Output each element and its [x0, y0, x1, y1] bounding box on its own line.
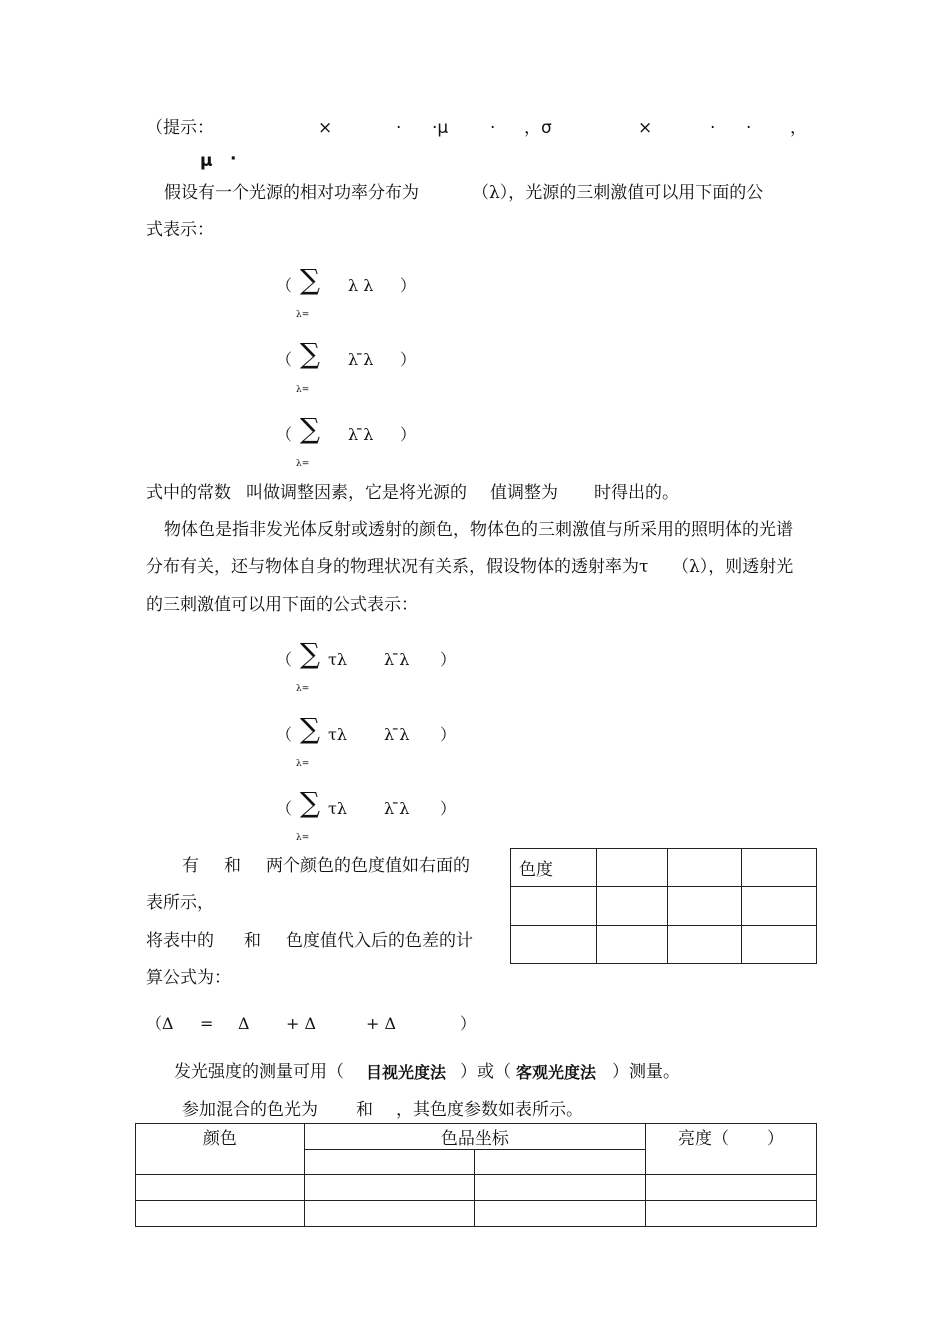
para2-line2a: 分布有关，还与物体自身的物理状况有关系，假设物体的透射率为τ — [146, 557, 649, 577]
table-cell — [304, 1175, 475, 1201]
brightness-label-close: ） — [767, 1129, 785, 1149]
formula-body: λ ̄λ — [384, 650, 410, 669]
hint-dot-1: · — [396, 118, 402, 138]
table-cell — [597, 926, 668, 964]
delta-term-3: + Δ — [366, 1014, 397, 1033]
formula-open: （ — [276, 276, 293, 295]
sigma-symbol: ∑ — [300, 412, 320, 445]
hint-dot-3: · — [710, 118, 716, 138]
hint-dot-5: · — [230, 149, 237, 169]
delta-open: （Δ — [146, 1014, 174, 1033]
formula-subscript: λ= — [296, 459, 310, 469]
constant-a: 式中的常数 — [146, 483, 231, 503]
formula-close: ） — [400, 276, 417, 295]
sigma-symbol: ∑ — [300, 786, 320, 819]
answer-visual-photometry: 目视光度法 — [366, 1063, 447, 1082]
table-cell — [741, 849, 816, 887]
table-cell — [646, 1175, 817, 1201]
table-cell — [668, 849, 741, 887]
table-cell — [475, 1175, 646, 1201]
table-cell — [597, 849, 668, 887]
chroma-line2: 表所示， — [146, 893, 214, 913]
chroma-table-header: 色度 — [511, 849, 597, 887]
table-cell — [304, 1150, 475, 1175]
chroma-table — [510, 848, 817, 964]
mix-b: 和 — [356, 1100, 373, 1120]
para1-line1a: 假设有一个光源的相对功率分布为 — [164, 183, 419, 203]
formula-body: λ ̄λ — [348, 350, 374, 369]
luminous-a: 发光强度的测量可用（ — [174, 1062, 344, 1082]
table-cell — [136, 1175, 305, 1201]
formula-open: （ — [276, 425, 293, 444]
table-cell — [475, 1150, 646, 1175]
table-cell — [741, 887, 816, 926]
table-cell — [511, 926, 597, 964]
formula-body: λ ̄λ — [384, 725, 410, 744]
hint-comma-sigma: ，σ — [524, 118, 552, 138]
formula-body: λ λ — [348, 276, 374, 295]
formula-open: （ — [276, 725, 293, 744]
formula-tau: τλ — [328, 799, 347, 818]
formula-close: ） — [400, 425, 417, 444]
para2-line2b: （λ），则透射光 — [672, 557, 794, 577]
constant-b: 叫做调整因素，它是将光源的 — [246, 483, 467, 503]
formula-open: （ — [276, 799, 293, 818]
table-cell — [136, 1201, 305, 1227]
mix-a: 参加混合的色光为 — [182, 1100, 318, 1120]
hint-open: （提示： — [146, 118, 214, 138]
hint-dot-2: · — [490, 118, 496, 138]
formula-subscript: λ= — [296, 759, 310, 769]
sigma-symbol: ∑ — [300, 263, 320, 296]
para1-line1b: （λ），光源的三刺激值可以用下面的公 — [472, 183, 764, 203]
formula-tau: τλ — [328, 725, 347, 744]
formula-subscript: λ= — [296, 684, 310, 694]
formula-body: λ ̄λ — [384, 799, 410, 818]
answer-objective-photometry: 客观光度法 — [516, 1063, 597, 1082]
table-cell — [511, 887, 597, 926]
formula-close: ） — [440, 799, 457, 818]
constant-c: 值调整为 — [490, 483, 558, 503]
mix-table — [135, 1123, 817, 1227]
table-cell — [475, 1201, 646, 1227]
chroma-b1: 将表中的 — [146, 931, 214, 951]
chroma-a2: 和 — [224, 856, 241, 876]
hint-times-2: × — [638, 118, 653, 138]
delta-term-2: + Δ — [286, 1014, 317, 1033]
hint-dot-mu: ·μ — [432, 118, 449, 138]
luminous-c: ）测量。 — [612, 1062, 680, 1082]
constant-d: 时得出的。 — [594, 483, 679, 503]
formula-subscript: λ= — [296, 833, 310, 843]
table-cell — [668, 887, 741, 926]
delta-term-1: Δ — [238, 1014, 250, 1033]
mix-table-header-color: 颜色 — [136, 1124, 305, 1175]
mix-c: ，其色度参数如表所示。 — [396, 1100, 583, 1120]
formula-subscript: λ= — [296, 385, 310, 395]
mix-table-header-coords: 色品坐标 — [304, 1124, 645, 1150]
hint-comma: ， — [790, 118, 807, 138]
para2-line3: 的三刺激值可以用下面的公式表示： — [146, 595, 418, 615]
formula-subscript: λ= — [296, 310, 310, 320]
hint-times-1: × — [318, 118, 333, 138]
sigma-symbol: ∑ — [300, 337, 320, 370]
chroma-a1: 有 — [182, 856, 199, 876]
mix-table-header-brightness — [646, 1124, 817, 1175]
table-cell — [741, 926, 816, 964]
table-cell — [597, 887, 668, 926]
delta-close: ） — [460, 1014, 477, 1033]
formula-tau: τλ — [328, 650, 347, 669]
formula-open: （ — [276, 350, 293, 369]
delta-equals: = — [200, 1014, 214, 1033]
formula-body: λ ̄λ — [348, 425, 374, 444]
table-cell — [668, 926, 741, 964]
chroma-b2: 和 — [244, 931, 261, 951]
chroma-b3: 色度值代入后的色差的计 — [286, 931, 473, 951]
sigma-symbol: ∑ — [300, 637, 320, 670]
formula-close: ） — [400, 350, 417, 369]
para2-line1: 物体色是指非发光体反射或透射的颜色，物体色的三刺激值与所采用的照明体的光谱 — [164, 520, 793, 540]
luminous-b: ）或（ — [460, 1062, 511, 1082]
table-cell — [304, 1201, 475, 1227]
sigma-symbol: ∑ — [300, 712, 320, 745]
formula-open: （ — [276, 650, 293, 669]
para1-line2: 式表示： — [146, 220, 214, 240]
chroma-a3: 两个颜色的色度值如右面的 — [266, 856, 470, 876]
table-cell — [646, 1201, 817, 1227]
formula-close: ） — [440, 725, 457, 744]
hint-dot-4: · — [746, 118, 752, 138]
brightness-label: 亮度（ — [678, 1129, 730, 1149]
chroma-line4: 算公式为： — [146, 968, 231, 988]
formula-close: ） — [440, 650, 457, 669]
hint-mu: μ — [200, 151, 213, 171]
